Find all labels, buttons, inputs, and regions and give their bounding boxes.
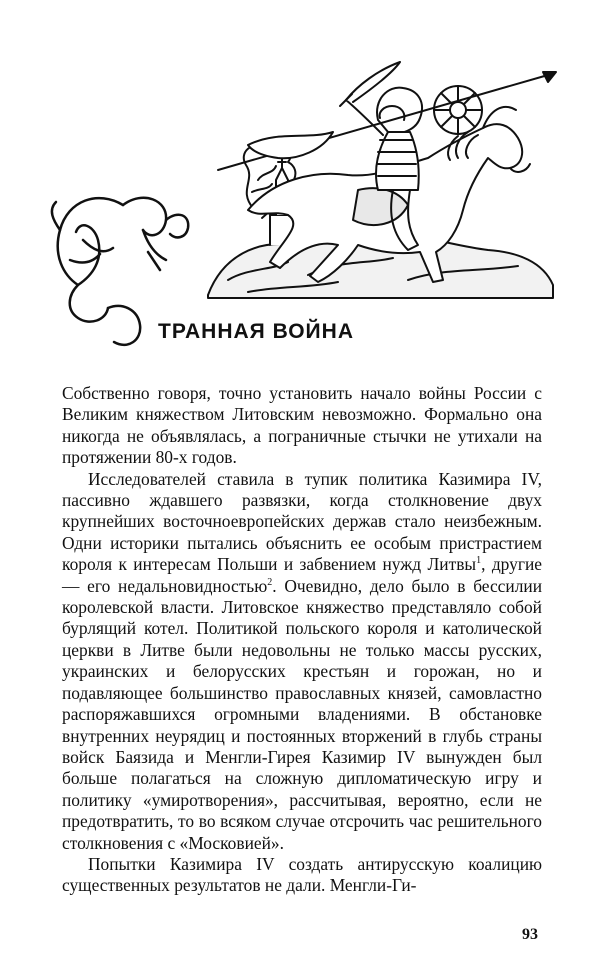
chapter-illustration [48,40,558,360]
footnote-ref-2[interactable]: 2 [267,576,273,588]
chapter-title: ТРАННАЯ ВОЙНА [158,320,354,343]
paragraph-2 [62,469,542,854]
body-text [62,383,542,897]
paragraph-2-part-1: Исследователей ставила в тупик политика Казимира IV, пассивно ждавшего развязки, когда столкновение двух крупнейших восточноевропейских держав стало неизбежным. Одни историки пытались объяснить ее особым пристрастием короля к интересам Польши и забвением нужд Литвы [62,468,542,575]
paragraph-2-part-3: . Очевидно, дело было в бессилии королевской власти. Литовское княжество представляло собой бурлящий котел. Политикой польского короля и католической церкви в Литве были недовольны не только массы русских, украинских и белорусских крестьян и горожан, но и подавляющее большинство православных князей, самовластно распоряжавшихся огромными владениями. В обстановке внутренних неурядиц и постоянных вторжений в глубь страны войск Баязида и Менгли-Гирея Казимир IV вынужден был больше полагаться на сложную дипломатическую игру и политику «умиротворения», рассчитывая, вероятно, если не предотвратить, то во всяком случае отсрочить час решительного столкновения с «Московией». [62,575,542,853]
paragraph-3: Попытки Казимира IV создать антирусскую коалицию существенных результатов не дали. Менгли-Ги- [62,853,542,896]
footnote-ref-1[interactable]: 1 [476,555,482,567]
paragraph-1: Собственно говоря, точно установить начало войны России с Великим княжеством Литовским невозможно. Формально она никогда не объявлялась, а пограничные стычки не утихали на протяжении 80-х годов. [62,383,542,468]
banner [248,132,333,158]
page-number: 93 [522,926,538,943]
paragraph-2-part-2: , другие — его недальновидностью [62,554,543,596]
shield-icon [434,86,482,134]
